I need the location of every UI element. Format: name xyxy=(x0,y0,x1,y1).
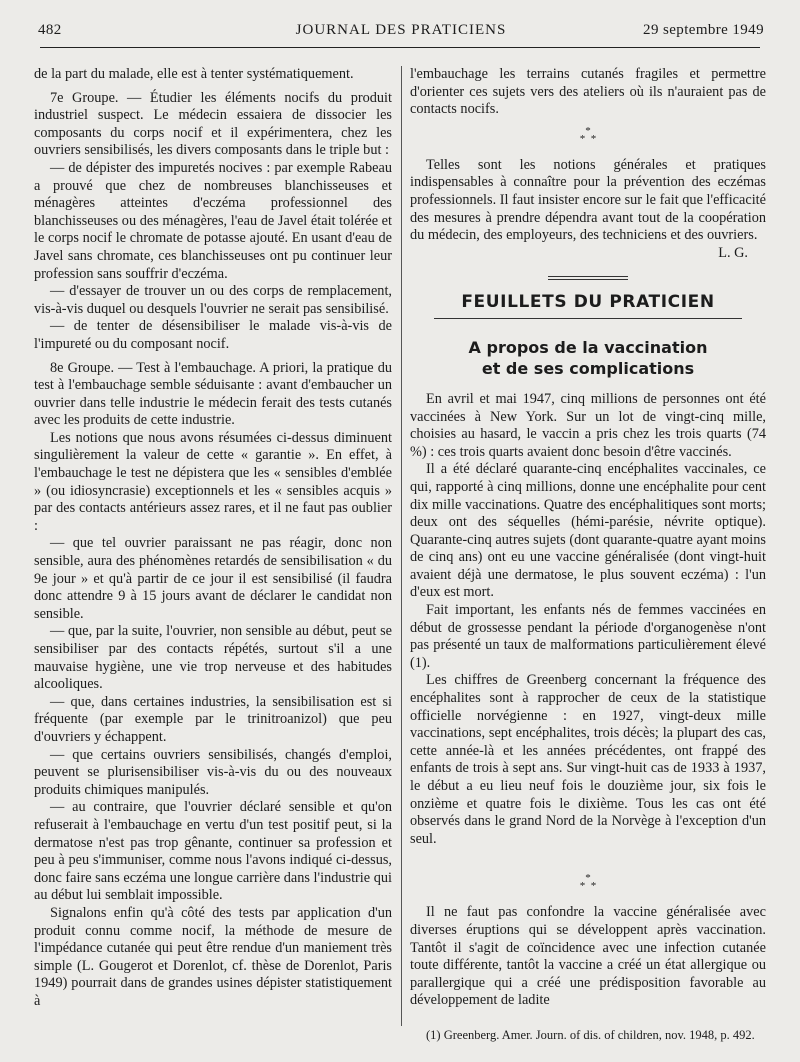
page-number: 482 xyxy=(38,22,62,38)
paragraph: — que, par la suite, l'ouvrier, non sensible au début, peut se sensibiliser par des contacts répétés, surtout s'il a une mauvaise hygiène, une vie trop nerveuse et des habitudes alcooliques. xyxy=(34,623,392,693)
section-divider xyxy=(548,276,628,280)
paragraph: Il ne faut pas confondre la vaccine généralisée avec diverses éruptions qui se développent après vaccination. Tantôt il s'agit de coïncidence avec une infection cutanée toute différente, tantôt la vaccine a créé un état allergique ou parallergique qui a créé une prédisposition favorable au développement de ladite xyxy=(410,904,766,1009)
paragraph: — de tenter de désensibiliser le malade vis-à-vis de l'impureté ou du composant nocif. xyxy=(34,318,392,352)
paragraph: En avril et mai 1947, cinq millions de personnes ont été vaccinées à New York. Sur un lot de vingt-cinq mille, choisies au hasard, le vaccin a pris chez les trois quarts (74 %) : ces trois quarts avaient donc besoin d'être vaccinés. xyxy=(410,390,766,460)
article-title-line: et de ses complications xyxy=(481,358,695,378)
right-column xyxy=(410,66,766,1043)
paragraph: — que tel ouvrier paraissant ne pas réagir, donc non sensible, aura des phénomènes retardés de sensibilisation « du 9e jour » et qu'à partir de ce jour il est sensibilisé (il faudra donc attendre 9 à 15 jours avant de déclarer le candidat non sensible. xyxy=(34,535,392,622)
paragraph: 8e Groupe. — Test à l'embauchage. A priori, la pratique du test à l'embauchage semble séduisante : avant d'embaucher un ouvrier dans telle industrie le médecin ferait des tests cutanés avec les produits de cette industrie. xyxy=(34,359,392,429)
section-title: FEUILLETS DU PRATICIEN xyxy=(461,292,715,313)
star: * xyxy=(585,124,591,137)
paragraph: — d'essayer de trouver un ou des corps de remplacement, vis-à-vis duquel ou desquels l'ouvrier ne serait pas sensibilisé. xyxy=(34,283,392,317)
paragraph: — que, dans certaines industries, la sensibilisation est si fréquente (par exemple par le trinitroanizol) que peu d'ouvriers y échappent. xyxy=(34,693,392,745)
paragraph: 7e Groupe. — Étudier les éléments nocifs du produit industriel suspect. Le médecin essaiera de dissocier les composants du corps nocif et il expérimentera, chez les ouvriers sensibilisés, les divers composants dans le triple but : xyxy=(34,89,392,159)
asterism: * * * xyxy=(410,127,766,143)
paragraph: de la part du malade, elle est à tenter systématiquement. xyxy=(34,66,354,82)
paragraph: Il a été déclaré quarante-cinq encéphalites vaccinales, ce qui, rapporté à cinq millions, donne une encéphalite pour cent dix mille vaccinations. Quatre des encéphalitiques sont morts; deux ont des séquelles (hémi-parésie, névrite optique). Quarante-cinq autres sujets (dont quarante-quatre ayant moins de cinq ans) ont eu une vaccine généralisée (dont vingt-huit avaient déjà une dermatose, le plus souvent eczéma) : l'un d'eux est mort. xyxy=(410,461,766,601)
signature: L. G. xyxy=(718,244,748,261)
left-column xyxy=(34,66,392,1010)
paragraph: — que certains ouvriers sensibilisés, changés d'emploi, peuvent se plurisensibiliser vis-à-vis du ou des nouveaux produits chimiques manipulés. xyxy=(34,746,392,798)
paragraph: l'embauchage les terrains cutanés fragiles et permettre d'orienter ces sujets vers des ateliers où ils n'auraient pas de contacts nocifs. xyxy=(410,66,766,118)
footnote: (1) Greenberg. Amer. Journ. of dis. of children, nov. 1948, p. 492. xyxy=(426,1027,755,1042)
article-title xyxy=(410,337,766,379)
paragraph: Telles sont les notions générales et pratiques indispensables à connaître pour la prévention des eczémas professionnels. Il faut insister encore sur le fait que l'efficacité des mesures à prendre dépendra avant tout de la coopération du médecin, des employeurs, des techniciens et des ouvriers. xyxy=(410,156,766,244)
header-rule xyxy=(40,47,760,48)
article-title-line: A propos de la vaccination xyxy=(468,337,708,357)
paragraph: Les chiffres de Greenberg concernant la fréquence des encéphalites sont à rapprocher de ceux de la statistique officielle norvégienne : en 1927, vingt-deux mille vaccinations, sept encéphalites, trois décès; la plupart des cas, cette année-là et les années précédentes, ont frappé des enfants de trois à sept ans. Sur vingt-huit cas de 1933 à 1937, le début a eu lieu neuf fois le douzième jour, six fois le onzième et quatre fois le dixième. Tous les cas ont été observés dans le grand Nord de la Norvège à l'exception d'un seul. xyxy=(410,672,766,847)
column-divider xyxy=(401,66,402,1026)
issue-date: 29 septembre 1949 xyxy=(643,22,764,38)
journal-title: JOURNAL DES PRATICIENS xyxy=(295,22,507,38)
paragraph: Les notions que nous avons résumées ci-dessus diminuent singulièrement la valeur de cette « garantie ». En effet, à l'embauchage le test ne dépistera que les « sensibles d'emblée » (ou idiosyncrasie) exceptionnels et les « sensibles acquis » par des contacts antérieurs assez rares, et il ne faut pas oublier : xyxy=(34,429,392,534)
paragraph: Fait important, les enfants nés de femmes vaccinées en début de grossesse pendant la période d'organogenèse n'ont pas présenté un taux de malformations particulièrement élevé (1). xyxy=(410,602,766,671)
paragraph: — au contraire, que l'ouvrier déclaré sensible et qu'on refuserait à l'embauchage en vertu d'un test positif peut, si la dermatose n'est pas trop gênante, continuer sa profession et peu à peu s'immuniser, comme nous l'avons indiqué ci-dessus, donc faire sans eczéma une longue carrière dans l'industrie qui au début lui semblait impossible. xyxy=(34,799,392,904)
page-header xyxy=(38,22,764,46)
paragraph: — de dépister des impuretés nocives : par exemple Rabeau a prouvé que chez de nombreuses blanchisseuses et ménagères atteintes d'eczéma professionnel des blanchisseuses ou des ménagères, l'eau de Javel était tolérée et le corps nocif le chromate de potasse ajouté. En usant d'eau de Javel sans chromate, ces blanchisseuses ont pu continuer leur profession sans souffrir d'eczéma. xyxy=(34,159,392,282)
asterism: * * * xyxy=(579,872,597,893)
paragraph: Signalons enfin qu'à côté des tests par application d'un produit connu comme nocif, la méthode de mesure de l'impédance cutanée qui peut être rendue d'un maniement très simple (L. Gougerot et Dorenlot, cf. thèse de Dorenlot, Paris 1949) pourrait dans de grandes usines dépister statistiquement à xyxy=(34,904,392,1009)
section-underline xyxy=(434,318,742,319)
